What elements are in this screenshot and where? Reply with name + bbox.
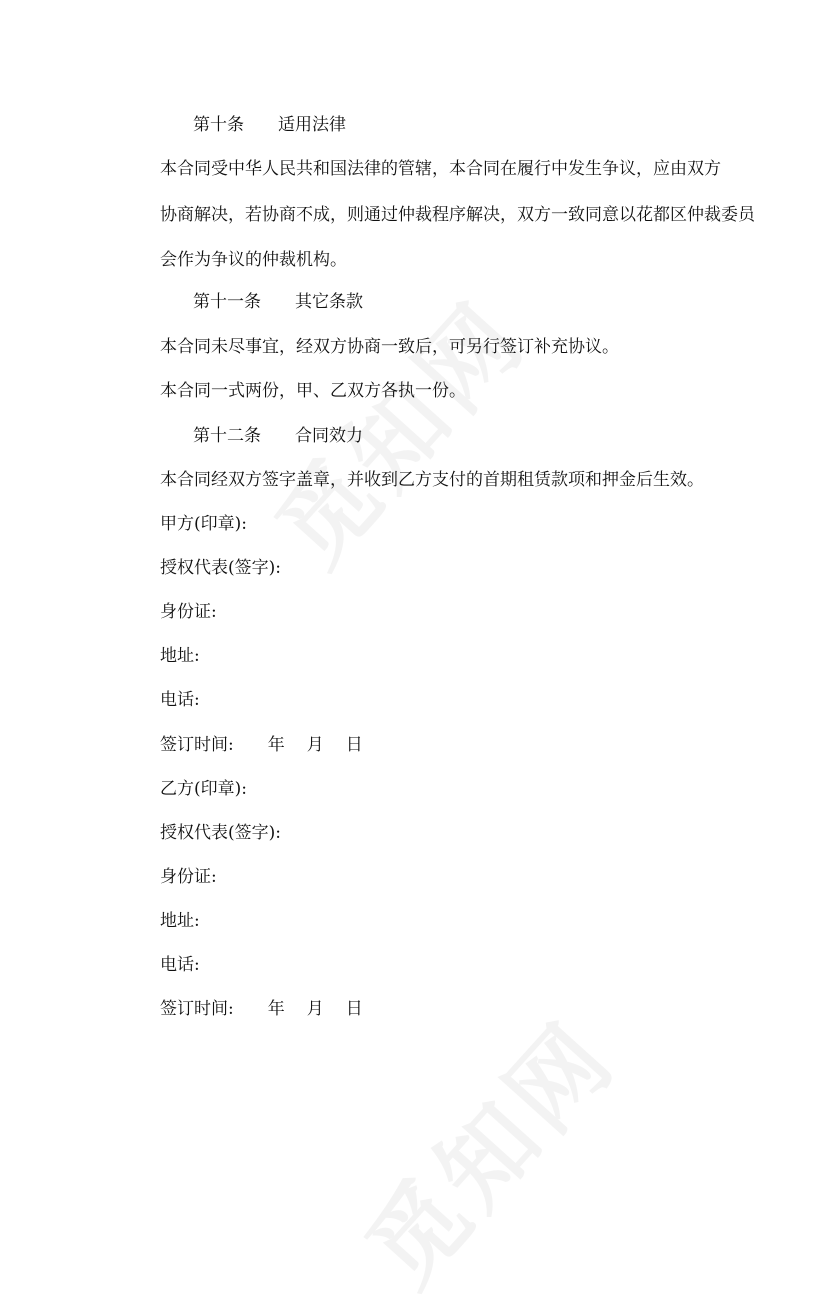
article-11-heading [193,290,363,314]
party-b-date-line [160,997,363,1021]
party-b-address-label: 地址: [160,911,200,931]
party-a-phone-label: 电话: [160,690,200,710]
article-number: 第十条 [193,115,244,135]
party-a-id-label: 身份证: [160,602,217,622]
article-title: 适用法律 [278,115,346,135]
day-label: 日 [345,999,363,1019]
article-title: 其它条款 [295,292,363,312]
party-b-phone-label: 电话: [160,955,200,975]
date-label: 签订时间: [160,999,234,1019]
party-a-representative-label: 授权代表(签字): [160,558,281,578]
article-title: 合同效力 [295,426,363,446]
party-b-representative-label: 授权代表(签字): [160,823,281,843]
article-10-paragraph-line: 协商解决，若协商不成，则通过仲裁程序解决，双方一致同意以花都区仲裁委员 [160,205,755,225]
watermark [331,987,642,1310]
day-label: 日 [345,735,363,755]
article-10-paragraph-line: 本合同受中华人民共和国法律的管辖，本合同在履行中发生争议，应由双方 [160,159,721,179]
article-number: 第十二条 [193,426,261,446]
party-a-seal-label: 甲方(印章): [160,514,247,534]
party-a-date-line [160,733,363,757]
month-label: 月 [306,999,324,1019]
year-label: 年 [267,735,285,755]
date-label: 签订时间: [160,735,234,755]
month-label: 月 [306,735,324,755]
party-b-seal-label: 乙方(印章): [160,779,247,799]
article-10-paragraph-line: 会作为争议的仲裁机构。 [160,250,347,270]
article-12-paragraph: 本合同经双方签字盖章，并收到乙方支付的首期租赁款项和押金后生效。 [160,470,704,490]
article-10-heading [193,113,346,137]
article-number: 第十一条 [193,292,261,312]
party-a-address-label: 地址: [160,646,200,666]
year-label: 年 [267,999,285,1019]
party-b-id-label: 身份证: [160,867,217,887]
article-11-paragraph: 本合同未尽事宜，经双方协商一致后，可另行签订补充协议。 [160,337,619,357]
article-12-heading [193,424,363,448]
article-11-paragraph: 本合同一式两份，甲、乙双方各执一份。 [160,381,466,401]
